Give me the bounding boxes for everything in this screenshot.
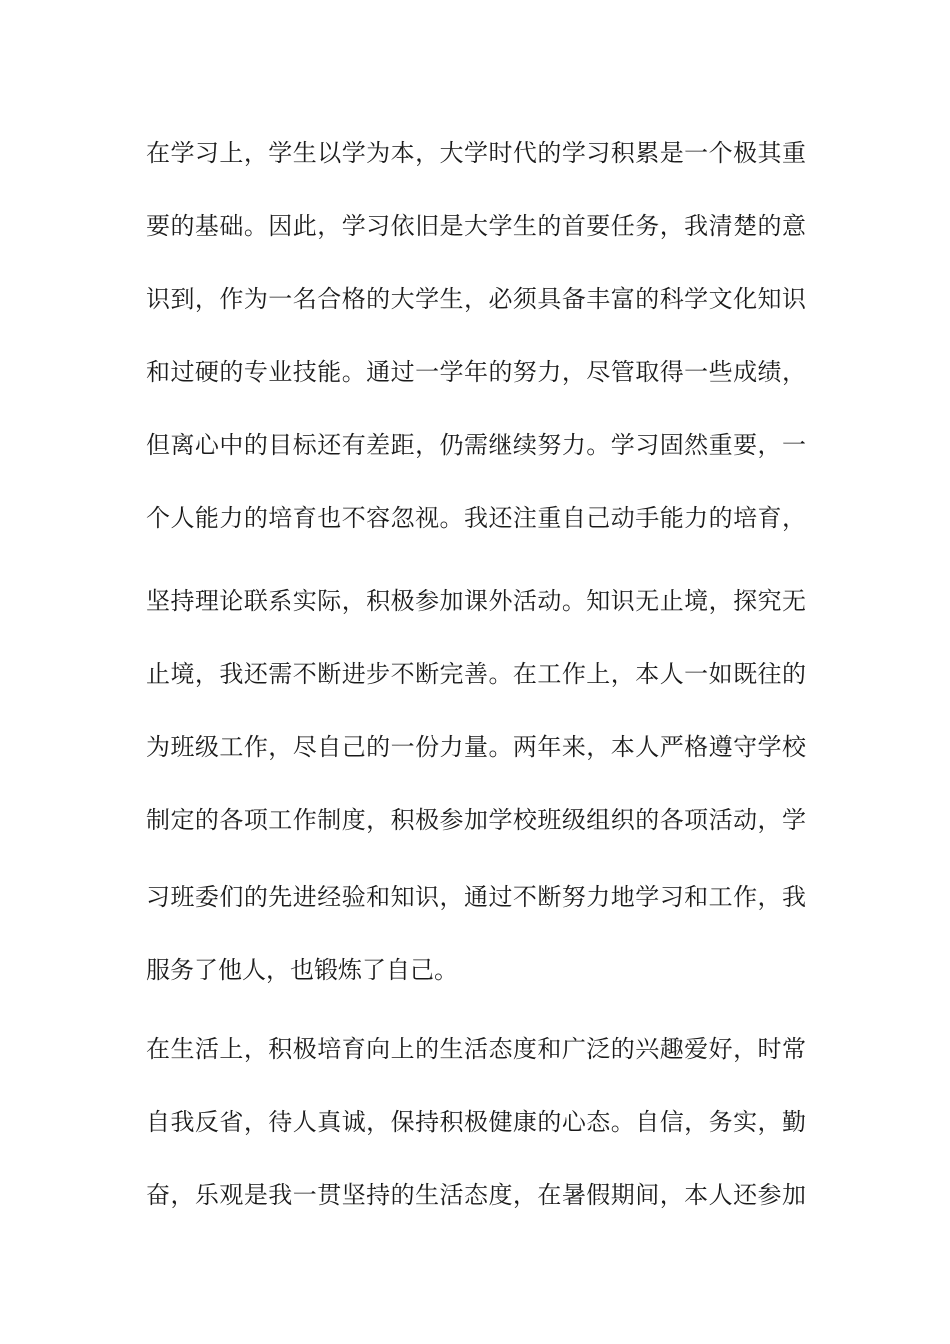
text-line: 识到，作为一名合格的大学生，必须具备丰富的科学文化知识 bbox=[146, 285, 806, 313]
text-line: 和过硬的专业技能。通过一学年的努力，尽管取得一些成绩， bbox=[146, 358, 806, 386]
text-line: 在学习上，学生以学为本，大学时代的学习积累是一个极其重 bbox=[146, 139, 806, 167]
text-line: 要的基础。因此，学习依旧是大学生的首要任务，我清楚的意 bbox=[146, 212, 806, 240]
text-line: 为班级工作，尽自己的一份力量。两年来，本人严格遵守学校 bbox=[146, 733, 806, 761]
text-line: 制定的各项工作制度，积极参加学校班级组织的各项活动，学 bbox=[146, 806, 806, 834]
text-line: 奋，乐观是我一贯坚持的生活态度，在暑假期间，本人还参加 bbox=[146, 1181, 806, 1209]
text-line: 坚持理论联系实际，积极参加课外活动。知识无止境，探究无 bbox=[146, 587, 806, 615]
text-line: 在生活上，积极培育向上的生活态度和广泛的兴趣爱好，时常 bbox=[146, 1035, 806, 1063]
text-line: 服务了他人，也锻炼了自己。 bbox=[146, 956, 458, 984]
text-line: 自我反省，待人真诚，保持积极健康的心态。自信，务实，勤 bbox=[146, 1108, 806, 1136]
text-line: 但离心中的目标还有差距，仍需继续努力。学习固然重要，一 bbox=[146, 431, 806, 459]
text-line: 个人能力的培育也不容忽视。我还注重自己动手能力的培育， bbox=[146, 504, 806, 532]
text-line: 止境，我还需不断进步不断完善。在工作上，本人一如既往的 bbox=[146, 660, 806, 688]
text-line: 习班委们的先进经验和知识，通过不断努力地学习和工作，我 bbox=[146, 883, 806, 911]
